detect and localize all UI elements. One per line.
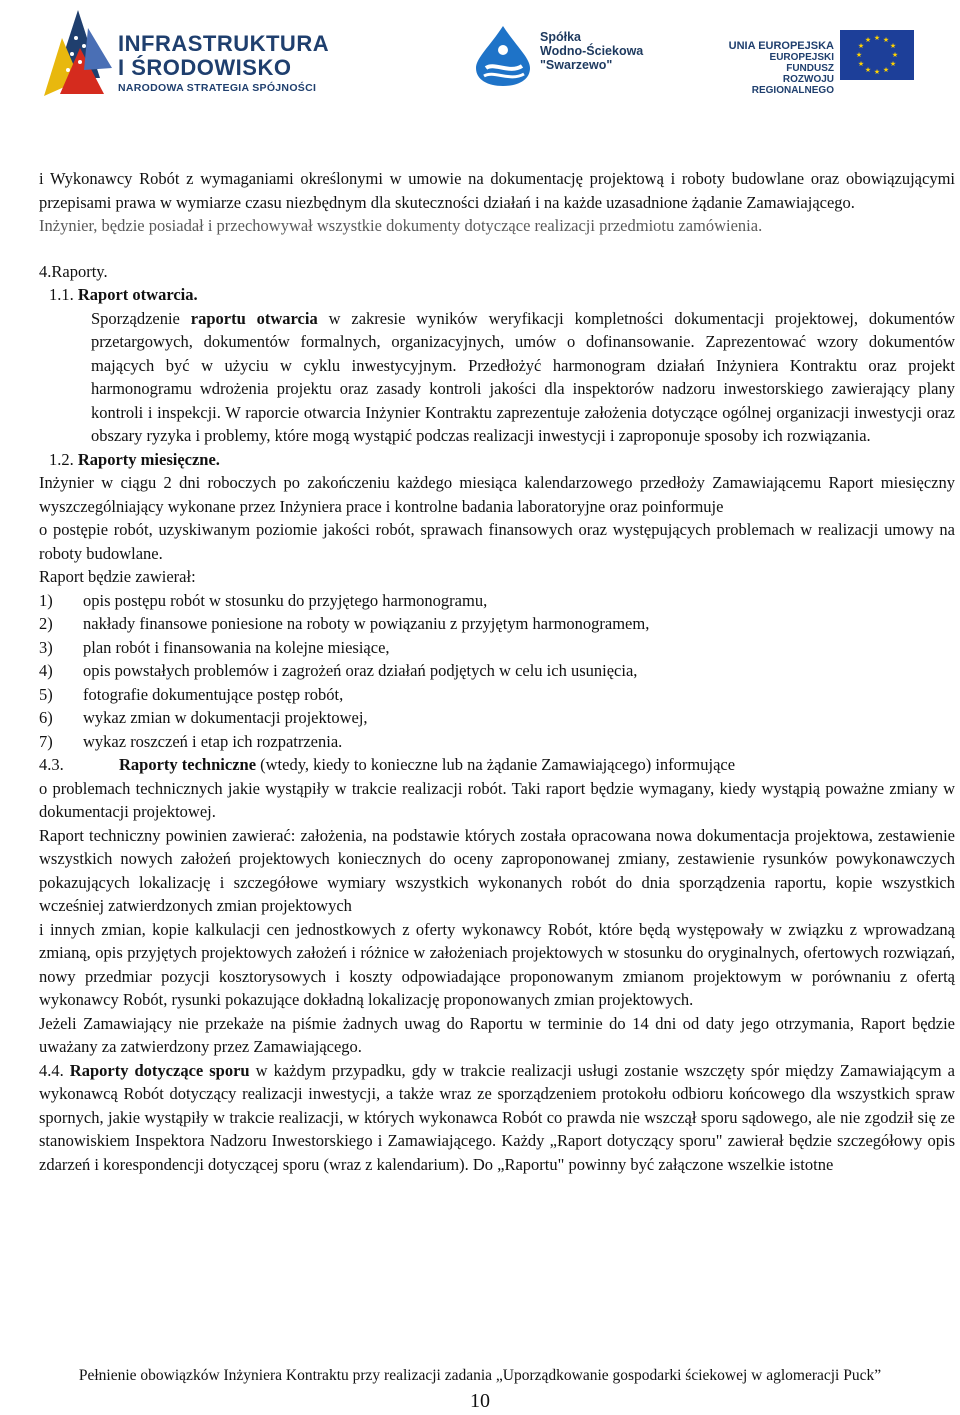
list-item — [39, 730, 955, 754]
infrastruktura-emblem-icon — [40, 8, 116, 100]
section-4-4-text: w każdym przypadku, gdy w trakcie realizacji usługi zostanie wszczęty spór między Zamawiającym a wykonawcą Robót dotyczący realizacji inwestycji, a także wraz ze sporządzeniem protokołu odbioru końcowego dla wszystkich spraw spornych, jakie wystąpiły w trakcie realizacji, w których wykonawca Robót co prawda nie wszczął sporu sądowego, ale nie zgodził się ze stanowiskiem Inspektora Nadzoru Inwestorskiego i Zamawiającego. Każdy „Raport dotyczący sporu" zawierał będzie szczegółowy opis zdarzeń i korespondencji dotyczącej sporu (wraz z kalendarium). Do „Raportu" powinny być załączone wszelkie istotne — [39, 1060, 955, 1174]
section-4-3-line — [119, 753, 955, 777]
paragraph-monthly-b: o postępie robót, uzyskiwanym poziomie jakości robót, sprawach finansowych oraz występujących problemach w realizacji umowy na roboty budowlane. — [39, 520, 955, 563]
infra-title: INFRASTRUKTURA — [118, 31, 330, 56]
list-text: plan robót i finansowania na kolejne miesiące, — [83, 637, 390, 657]
list-item — [39, 589, 955, 613]
svg-text:★: ★ — [873, 68, 881, 76]
section-4-4-paragraph — [39, 1059, 955, 1177]
opening-report-bold: raportu otwarcia — [190, 308, 318, 328]
eu-line1: UNIA EUROPEJSKA — [728, 40, 834, 52]
list-text: fotografie dokumentujące postęp robót, — [83, 684, 344, 704]
section-4-3-heading — [39, 753, 955, 777]
list-text: opis postępu robót w stosunku do przyjętego harmonogramu, — [83, 590, 488, 610]
svg-text:★: ★ — [882, 66, 890, 74]
list-number: 1) — [39, 590, 53, 610]
list-number: 5) — [39, 684, 53, 704]
section-4-4-title: Raporty dotyczące sporu — [69, 1060, 250, 1080]
eu-logo — [724, 30, 924, 96]
section-4-heading: 4.Raporty. — [39, 261, 108, 281]
eu-line3: ROZWOJU REGIONALNEGO — [751, 74, 834, 96]
eu-flag-icon — [840, 30, 914, 80]
section-1-2-title: Raporty miesięczne. — [77, 449, 220, 469]
swarzewo-line1: Spółka — [540, 30, 581, 44]
page-header — [0, 0, 960, 110]
list-text: nakłady finansowe poniesione na roboty w powiązaniu z przyjętym harmonogramem, — [83, 614, 650, 633]
list-text: wykaz roszczeń i etap ich rozpatrzenia. — [83, 731, 343, 751]
section-1-1-heading — [39, 283, 955, 307]
list-number: 3) — [39, 637, 53, 657]
svg-text:★: ★ — [891, 51, 899, 59]
paragraph-technical-c: Raport techniczny powinien zawierać: założenia, na podstawie których została opracowana nowa dokumentacja projektowa, zestawienie wszystkich nowych założeń projektowych koniecznych do oceny zaproponowanej zmiany, zestawienie rysunków powykonawczych pokazujących lokalizację i szczegółowe wymiary wszystkich wykonanych robót do dnia sporządzenia raportu, kopie wszystkich wcześniej zatwierdzonych zmian projektowych — [39, 825, 955, 915]
swarzewo-line3: "Swarzewo" — [540, 58, 613, 72]
paragraph-technical-d: i innych zmian, kopie kalkulacji cen jednostkowych z oferty wykonawcy Robót, które będą występowały w związku z wprowadzaną zmianą, opis przyjętych projektowych założeń i różnice w założeniach projektowych w stosunku do oryginalnych, ofertowych rozwiązań, nowy przedmiar pozycji kosztorysowych i koszty odpowiadające proponowanym zmianom projektowym w porównaniu z ofertą wykonawcy Robót, rysunki pokazujące dokładną lokalizację proponowanych zmian projektowych. — [39, 919, 955, 1009]
swarzewo-line2: Wodno-Ściekowa — [540, 44, 644, 58]
paragraph-engineer: Inżynier, będzie posiadał i przechowywał wszystkie dokumenty dotyczące realizacji przedmiotu zamówienia. — [39, 216, 763, 235]
list-number: 2) — [39, 614, 53, 633]
page-number: 10 — [470, 1390, 490, 1412]
paragraph-monthly-c: Raport będzie zawierał: — [39, 567, 196, 586]
section-4-4-number: 4.4. — [39, 1060, 64, 1080]
svg-text:★: ★ — [889, 60, 897, 68]
list-item — [39, 612, 955, 636]
opening-report-text-c: w zakresie wyników weryfikacji kompletności dokumentacji projektowej, dokumentów przetargowych, dokumentów formalnych, organizacyjnych, umów o dofinansowanie. Zaprezentować wzory dokumentów mających być w użyciu w cyklu inwestycyjnym. Przedłożyć harmonogram działań Inżyniera Kontraktu oraz projekt harmonogramu wdrożenia projektu oraz zasady kontroli jakości dla inspektorów nadzoru inwestorskiego zawierający plany kontroli i inspekcji. W raporcie otwarcia Inżynier Kontraktu zaprezentuje założenia dotyczące ogólnej organizacji inwestycji oraz obszary ryzyka i problemy, które mogą wystąpić podczas realizacji inwestycji i zaproponuje sposoby ich rozwiązania. — [91, 308, 956, 445]
eu-line2: EUROPEJSKI FUNDUSZ — [769, 52, 834, 74]
list-number: 6) — [39, 708, 53, 727]
section-4-3-text-a: (wtedy, kiedy to konieczne lub na żądanie Zamawiającego) informujące — [256, 755, 736, 774]
list-item — [39, 683, 955, 707]
paragraph-opening-report — [39, 307, 955, 448]
section-1-1-title: Raport otwarcia. — [77, 285, 198, 304]
svg-text:★: ★ — [857, 60, 865, 68]
list-number: 7) — [39, 731, 53, 751]
list-item — [39, 659, 955, 683]
paragraph-technical-b: o problemach technicznych jakie wystąpiły w trakcie realizacji robót. Taki raport będzie wymagany, kiedy wystąpią poważne zmiany w dokumentacji projektowej. — [39, 778, 955, 821]
paragraph-intro: i Wykonawcy Robót z wymaganiami określonymi w umowie na dokumentację projektową i roboty budowlane oraz obowiązującymi przepisami prawa w wymiarze czasu niezbędnym dla skuteczności działań i na każde uzasadnione żądanie Zamawiającego. — [39, 169, 955, 212]
section-4-3-title: Raporty techniczne — [119, 755, 257, 774]
infrastruktura-logo — [40, 8, 330, 100]
svg-text:★: ★ — [882, 36, 890, 44]
svg-text:★: ★ — [857, 42, 865, 50]
list-item — [39, 706, 955, 730]
svg-text:★: ★ — [873, 34, 881, 42]
section-4-3-number: 4.3. — [39, 755, 64, 774]
section-1-2-number: 1.2. — [49, 449, 74, 469]
report-contents-list — [39, 589, 955, 754]
section-1-1-number: 1.1. — [49, 285, 74, 304]
opening-report-text-a: Sporządzenie — [91, 308, 191, 328]
list-text: wykaz zmian w dokumentacji projektowej, — [83, 708, 368, 727]
infra-tagline: NARODOWA STRATEGIA SPÓJNOŚCI — [118, 82, 317, 94]
svg-text:★: ★ — [855, 51, 863, 59]
paragraph-monthly-a: Inżynier w ciągu 2 dni roboczych po zakończeniu każdego miesiąca kalendarzowego przedłoży Zamawiającemu Raport miesięczny wyszczególniający wykonane przez Inżyniera prace i kontrolne badania laboratoryjne oraz poinformuje — [39, 473, 955, 516]
swarzewo-logo — [470, 24, 660, 86]
svg-text:★: ★ — [864, 66, 872, 74]
page-footer: Pełnienie obowiązków Inżyniera Kontraktu przy realizacji zadania „Uporządkowanie gospodarki ściekowej w aglomeracji Puck” — [78, 1367, 882, 1384]
svg-text:★: ★ — [864, 36, 872, 44]
document-body — [39, 167, 955, 1176]
list-number: 4) — [39, 661, 53, 680]
list-item — [39, 636, 955, 660]
paragraph-technical-e: Jeżeli Zamawiający nie przekaże na piśmie żadnych uwag do Raportu w terminie do 14 dni od daty jego otrzymania, Raport będzie uważany za zatwierdzony przez Zamawiającego. — [39, 1013, 955, 1056]
infra-subtitle: I ŚRODOWISKO — [118, 55, 292, 80]
list-text: opis powstałych problemów i zagrożeń oraz działań podjętych w celu ich usunięcia, — [83, 661, 638, 680]
svg-text:★: ★ — [889, 42, 897, 50]
section-1-2-heading — [39, 448, 955, 472]
water-drop-icon — [470, 24, 536, 86]
